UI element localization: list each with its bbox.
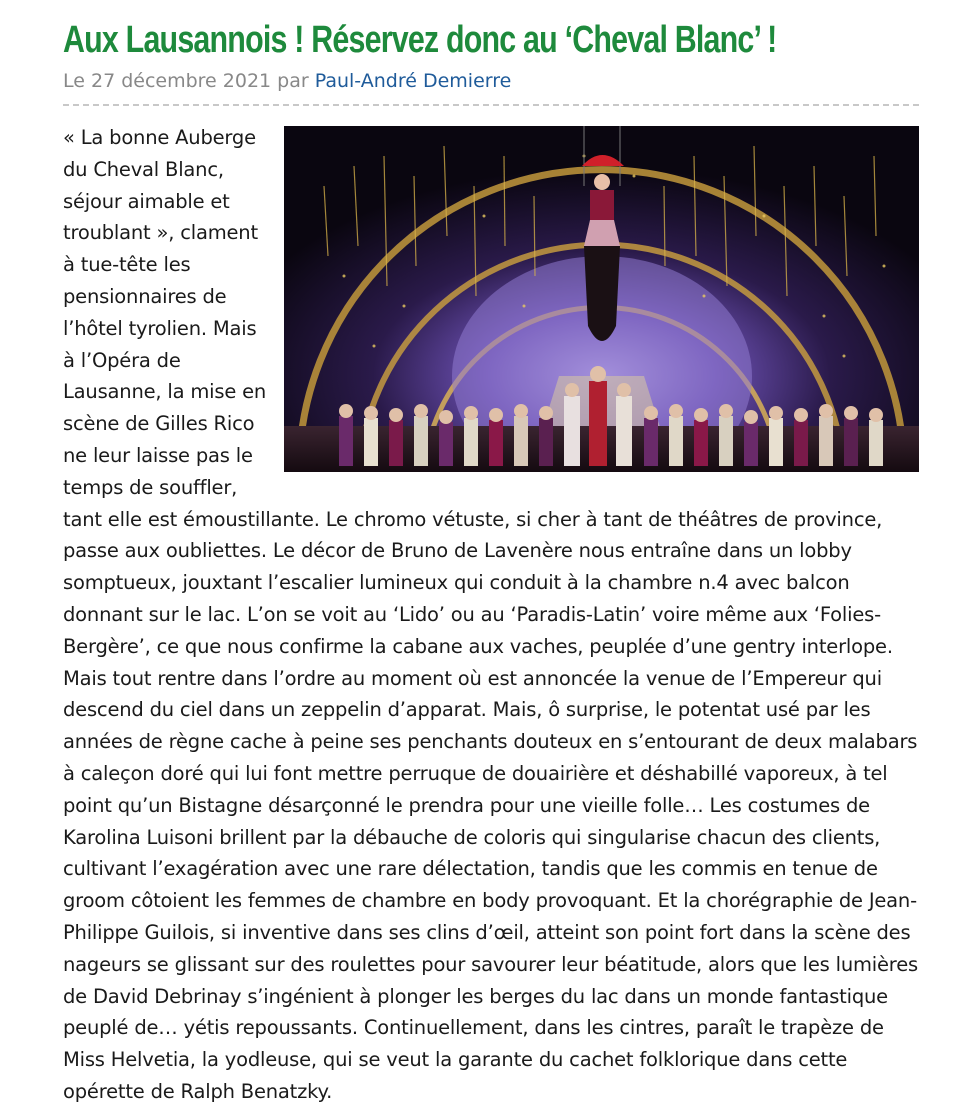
post-meta — [63, 68, 919, 94]
author-link[interactable]: Paul-André Demierre — [314, 70, 512, 92]
article-body — [63, 122, 919, 1108]
separator — [63, 104, 919, 106]
post-date-prefix: Le 27 décembre 2021 par — [63, 70, 309, 92]
stage-photo — [284, 126, 919, 472]
article-paragraph: « La bonne Auberge du Cheval Blanc, séjour aimable et troublant », clament à tue-tête les pensionnaires de l’hôtel tyrolien. Mais à l’Opéra de Lausanne, la mise en scène de Gilles Rico ne leur laisse pas le temps de souffler, tant elle est émoustillante. Le chromo vétuste, si cher à tant de théâtres de province, passe aux oubliettes. Le décor de Bruno de Lavenère nous entraîne dans un lobby somptueux, jouxtant l’escalier lumineux qui conduit à la chambre n.4 avec balcon donnant sur le lac. L’on se voit au ‘Lido’ ou au ‘Paradis-Latin’ voire même aux ‘Folies-Bergère’, ce que nous confirme la cabane aux vaches, peuplée d’une gentry interlope. Mais tout rentre dans l’ordre au moment où est annoncée la venue de l’Empereur qui descend du ciel dans un zeppelin d’apparat. Mais, ô surprise, le potentat usé par les années de règne cache à peine ses penchants douteux en s’entourant de deux malabars à caleçon doré qui lui font mettre perruque de douairière et déshabillé vaporeux, à tel point qu’un Bistagne désarçonné le prendra pour une vieille folle… Les costumes de Karolina Luisoni brillent par la débauche de coloris qui singularise chacun des clients, cultivant l’exagération avec une rare délectation, tandis que les commis en tenue de groom côtoient les femmes de chambre en body provoquant. Et la chorégraphie de Jean-Philippe Guilois, si inventive dans ses clins d’œil, atteint son point fort dans la scène des nageurs se glissant sur des roulettes pour savourer leur béatitude, alors que les lumières de David Debrinay s’ingénient à plonger les berges du lac dans un monde fantastique peuplé de… yétis repoussants. Continuellement, dans les cintres, paraît le trapèze de Miss Helvetia, la yodleuse, qui se veut la garante du cachet folklorique dans cette opérette de Ralph Benatzky. — [63, 126, 918, 1103]
article — [63, 0, 919, 1108]
post-title: Aux Lausannois ! Réservez donc au ‘Cheval Blanc’ ! — [63, 19, 777, 61]
